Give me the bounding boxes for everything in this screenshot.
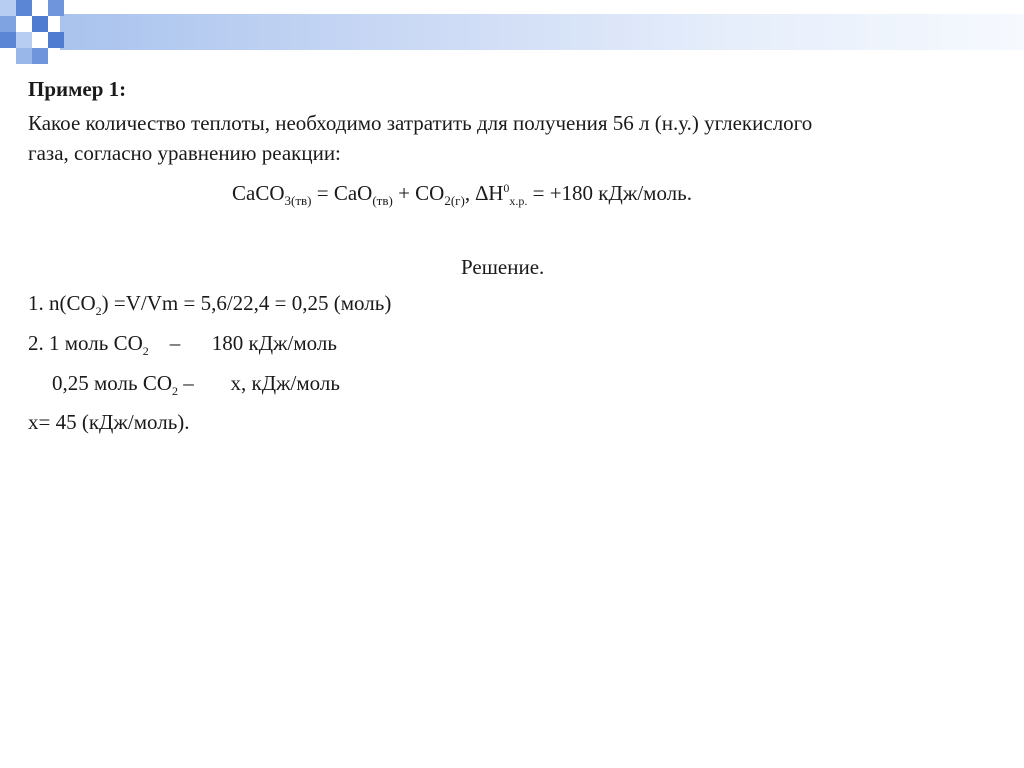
solution-step-2 <box>28 330 337 356</box>
enthalpy-value: = +180 кДж/моль. <box>527 181 692 205</box>
comma: , <box>464 181 476 205</box>
decoration-square <box>16 0 32 16</box>
plus-sign: + <box>392 181 416 205</box>
co2-formula: CO <box>415 181 445 205</box>
decoration-square <box>48 0 64 16</box>
question-line-2: газа, согласно уравнению реакции: <box>28 141 341 165</box>
reaction-subscript: х.р. <box>509 194 528 208</box>
solution-step-3 <box>52 370 340 396</box>
example-title: Пример 1: <box>28 77 127 101</box>
decoration-square <box>32 16 48 32</box>
step-2-subscript: 2 <box>142 344 149 358</box>
step-2-suffix: – 180 кДж/моль <box>148 331 337 355</box>
step-1-prefix: 1. n(CO <box>28 291 96 315</box>
standard-superscript: 0 <box>503 181 510 195</box>
delta-h-symbol: ∆H <box>475 181 504 205</box>
decoration-square <box>0 32 16 48</box>
step-3-subscript: 2 <box>172 384 178 398</box>
question-line-1: Какое количество теплоты, необходимо затратить для получения 56 л (н.у.) углекислого <box>28 111 813 135</box>
decoration-square <box>16 48 32 64</box>
step-2-prefix: 2. 1 моль CO <box>28 331 143 355</box>
header-decoration-bar <box>60 14 1024 50</box>
decoration-square <box>0 16 16 32</box>
solution-heading: Решение. <box>461 255 545 279</box>
cao-state: (тв) <box>372 193 393 208</box>
answer-line: x= 45 (кДж/моль). <box>28 410 190 434</box>
step-1-suffix: ) =V/Vm = 5,6/22,4 = 0,25 (моль) <box>101 291 392 315</box>
decoration-square <box>32 48 48 64</box>
step-3-prefix: 0,25 моль CO <box>52 371 172 395</box>
solution-step-1 <box>28 290 391 316</box>
decoration-square <box>0 0 16 16</box>
reaction-equation <box>232 180 692 206</box>
decoration-square <box>16 32 32 48</box>
caco3-formula: CaCO <box>232 181 285 205</box>
cao-formula: CaO <box>333 181 373 205</box>
co2-state: 2(г) <box>444 193 465 208</box>
equals-sign: = <box>311 181 334 205</box>
step-3-suffix: – x, кДж/моль <box>178 371 340 395</box>
decoration-square <box>48 32 64 48</box>
step-1-subscript: 2 <box>95 304 102 318</box>
caco3-state: 3(тв) <box>284 193 312 208</box>
